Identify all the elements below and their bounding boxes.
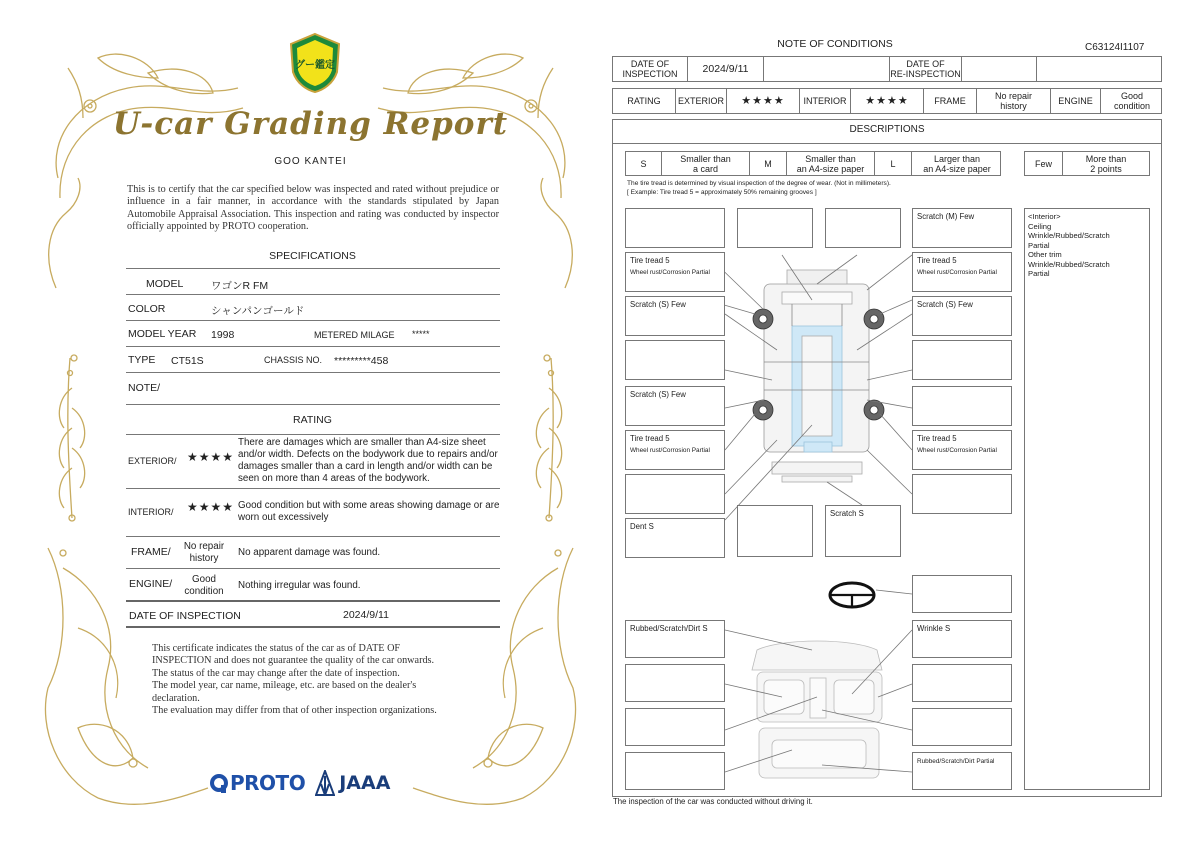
- engine-label: ENGINE/: [129, 578, 173, 590]
- damage-box-left-front-door: [625, 296, 725, 336]
- engine-label: ENGINE: [1051, 89, 1101, 113]
- model-value: ワゴンR FM: [211, 280, 269, 292]
- damage-box-front-left-tire: [625, 252, 725, 292]
- interior-stars: ★★★★: [851, 89, 924, 113]
- few-label: Few: [1025, 152, 1063, 175]
- damage-box-text: Rubbed/Scratch/Dirt Partial: [917, 758, 995, 765]
- badge-text: グー鑑定: [295, 60, 335, 71]
- certificate-title: U-car Grading Report: [112, 106, 509, 142]
- frame-value-line1: No repair: [183, 541, 225, 552]
- exterior-stars: ★★★★: [727, 89, 800, 113]
- interior-label: INTERIOR: [800, 89, 851, 113]
- engine-description: Nothing irregular was found.: [238, 580, 361, 591]
- date-of-inspection-value: 2024/9/11: [343, 609, 389, 621]
- date-label-line: INSPECTION: [622, 69, 678, 79]
- divider: [126, 320, 500, 321]
- interior-description: Good condition but with some areas showing damage or are worn out excessively: [238, 500, 500, 523]
- interior-note-line: Ceiling: [1028, 221, 1052, 231]
- inspection-footnote: The inspection of the car was conducted without driving it.: [613, 797, 813, 806]
- divider: [126, 626, 500, 628]
- tire-note: The tire tread is determined by visual inspection of the degree of wear. (Not in millimeters).: [627, 180, 891, 187]
- legend-text-line: Larger than: [933, 153, 981, 164]
- damage-box-text: Tire tread 5: [630, 434, 670, 443]
- car-top-view: [764, 270, 869, 482]
- few-text: [1063, 152, 1149, 175]
- damage-box-text: Scratch (S) Few: [917, 300, 973, 309]
- damage-box-interior-left: [625, 708, 725, 746]
- damage-box-text: Tire tread 5: [630, 256, 670, 265]
- damage-box-subtext: Wheel rust/Corrosion Partial: [917, 269, 997, 276]
- interior-note-line: Wrinkle/Rubbed/Scratch: [1028, 231, 1110, 240]
- conditions-title: NOTE OF CONDITIONS: [777, 38, 893, 50]
- model-year-value: 1998: [211, 329, 235, 341]
- specifications-heading: SPECIFICATIONS: [269, 250, 356, 262]
- divider: [126, 488, 500, 489]
- divider: [126, 568, 500, 569]
- exterior-label: EXTERIOR: [676, 89, 727, 113]
- damage-box-text: Scratch (M) Few: [917, 212, 975, 221]
- chassis-label: CHASSIS NO.: [264, 355, 323, 365]
- divider: [126, 268, 500, 269]
- proto-mark-icon: [210, 772, 228, 794]
- legend-text-line: a card: [692, 163, 718, 174]
- rating-row: [612, 88, 1162, 114]
- divider: [126, 346, 500, 347]
- damage-box-front-left: [625, 208, 725, 248]
- damage-box-text: Tire tread 5: [917, 256, 957, 265]
- frame-value-line: history: [1000, 101, 1027, 111]
- damage-box-text: Rubbed/Scratch/Dirt S: [630, 624, 708, 633]
- legend-text-s: [662, 152, 750, 175]
- damage-box-text: Tire tread 5: [917, 434, 957, 443]
- exterior-label: EXTERIOR/: [128, 456, 177, 466]
- reinspection-label-line: RE-INSPECTION: [890, 69, 961, 79]
- frame-value-line: No repair: [994, 91, 1032, 101]
- damage-box-interior-right-front: [912, 620, 1012, 658]
- color-value: シャンパンゴールド: [211, 305, 305, 317]
- divider: [126, 372, 500, 373]
- damage-box-interior-rear-left: [625, 752, 725, 790]
- damage-box-rear-left: [625, 474, 725, 514]
- certificate-disclaimer: [152, 643, 492, 717]
- damage-box-rear-left-tire: [625, 430, 725, 470]
- interior-note-line: Partial: [1028, 240, 1050, 250]
- date-row: [612, 56, 1162, 82]
- reinspection-value-cell: [962, 57, 1037, 81]
- damage-box-right-rear-door: [912, 386, 1012, 426]
- damage-box-rear-left-corner: [625, 518, 725, 558]
- certificate-intro: This is to certify that the car specified below was inspected and rated without prejudice or influence in a fair manner, in accordance with the standards stipulated by Japan Automobile Appraisal Association. This inspection and rating was conducted by inspector officially appointed by PROTO cooperation.: [127, 184, 499, 233]
- note-label: NOTE/: [128, 382, 161, 394]
- interior-note-line: Partial: [1028, 269, 1050, 278]
- few-legend: [1024, 151, 1150, 176]
- damage-box-rear-right: [912, 474, 1012, 514]
- date-blank-cell: [764, 57, 890, 81]
- divider: [126, 404, 500, 405]
- few-text-line: More than: [1085, 153, 1127, 164]
- metered-mileage-label: METERED MILAGE: [314, 330, 395, 340]
- damage-box-subtext: Wheel rust/Corrosion Partial: [917, 447, 997, 454]
- tire-example-note: [ Example: Tire tread 5 = approximately 50% remaining grooves ]: [627, 189, 817, 196]
- damage-box-text: Wrinkle S: [917, 624, 951, 633]
- proto-logo: [210, 771, 305, 795]
- damage-box-steering: [912, 575, 1012, 613]
- chassis-value: *********458: [334, 355, 389, 367]
- damage-box-left-rear-door: [625, 386, 725, 426]
- divider: [126, 294, 500, 295]
- few-text-line: 2 points: [1090, 163, 1122, 174]
- frame-value-line2: history: [189, 553, 219, 564]
- date-of-inspection-label: DATE OF INSPECTION: [129, 610, 241, 622]
- disclaimer-line: The evaluation may differ from that of other inspection organizations.: [152, 705, 437, 717]
- legend-code-s: S: [626, 152, 662, 175]
- metered-mileage-value: *****: [412, 329, 430, 339]
- grading-certificate: [38, 28, 583, 828]
- legend-text-line: Smaller than: [680, 153, 731, 164]
- damage-box-right-center: [912, 340, 1012, 380]
- organization-name: GOO KANTEI: [274, 156, 347, 167]
- damage-box-rear-center-left: [737, 505, 813, 557]
- rating-label: RATING: [613, 89, 676, 113]
- type-value: CT51S: [171, 355, 204, 367]
- engine-value-line1: Good: [192, 574, 216, 585]
- damage-box-subtext: Wheel rust/Corrosion Partial: [630, 269, 710, 276]
- divider: [126, 536, 500, 537]
- color-label: COLOR: [128, 303, 166, 315]
- damage-box-interior-right: [912, 708, 1012, 746]
- interior-stars: ★★★★: [187, 500, 235, 514]
- divider: [126, 434, 500, 435]
- frame-description: No apparent damage was found.: [238, 547, 381, 558]
- divider: [612, 143, 1162, 144]
- damage-box-text: Dent S: [630, 522, 654, 531]
- engine-value-line: Good: [1120, 91, 1144, 101]
- damage-box-text: Scratch S: [830, 509, 864, 518]
- legend-text-line: an A4-size paper: [796, 163, 865, 174]
- car-interior-view: [752, 641, 882, 778]
- damage-box-interior-left-seat: [625, 664, 725, 702]
- descriptions-heading: DESCRIPTIONS: [849, 124, 925, 135]
- interior-label: INTERIOR/: [128, 507, 174, 517]
- disclaimer-line: declaration.: [152, 692, 200, 704]
- exterior-stars: ★★★★: [187, 450, 235, 464]
- damage-box-interior-rear-right: [912, 752, 1012, 790]
- interior-note-line: Wrinkle/Rubbed/Scratch: [1028, 259, 1110, 269]
- jaaa-logo-text: JAAA: [339, 772, 391, 794]
- damage-box-rear-center-right: [825, 505, 901, 557]
- damage-box-front-center-left: [737, 208, 813, 248]
- rating-heading: RATING: [293, 414, 332, 426]
- legend-text-line: an A4-size paper: [923, 163, 991, 174]
- damage-box-left-center: [625, 340, 725, 380]
- date-label-line: DATE OF: [630, 59, 670, 69]
- legend-text-m: [787, 152, 875, 175]
- reinspection-label-cell: [890, 57, 962, 81]
- legend-text-line: Smaller than: [805, 153, 856, 164]
- disclaimer-line: INSPECTION and does not guarantee the quality of the car onwards.: [152, 655, 435, 667]
- jaaa-logo: [315, 770, 390, 796]
- reinspection-label-line: DATE OF: [906, 59, 945, 69]
- damage-box-subtext: Wheel rust/Corrosion Partial: [630, 447, 710, 454]
- interior-note-line: Other trim: [1028, 250, 1062, 259]
- jaaa-mark-icon: [315, 770, 335, 796]
- engine-value-line: condition: [1113, 101, 1151, 111]
- damage-box-text: Scratch (S) Few: [630, 300, 686, 309]
- engine-value: [1101, 89, 1163, 113]
- divider: [126, 600, 500, 602]
- frame-label: FRAME: [924, 89, 977, 113]
- model-label: MODEL: [146, 278, 184, 290]
- damage-box-front-center-right: [825, 208, 901, 248]
- reinspection-blank-cell: [1037, 57, 1163, 81]
- disclaimer-line: The status of the car may change after the date of inspection.: [152, 667, 400, 679]
- size-legend: [625, 151, 1001, 176]
- damage-box-interior-front: [625, 620, 725, 658]
- legend-code-l: L: [875, 152, 912, 175]
- interior-notes-panel: [1024, 208, 1150, 790]
- sponsor-logos: [210, 766, 390, 800]
- goo-kantei-badge: [287, 32, 343, 94]
- damage-box-rear-right-tire: [912, 430, 1012, 470]
- damage-box-front-right: [912, 208, 1012, 248]
- disclaimer-line: This certificate indicates the status of the car as of DATE OF: [152, 643, 401, 654]
- type-label: TYPE: [128, 354, 156, 366]
- model-year-label: MODEL YEAR: [128, 328, 197, 340]
- damage-box-text: Scratch (S) Few: [630, 390, 686, 399]
- damage-box-right-front-door: [912, 296, 1012, 336]
- exterior-description: There are damages which are smaller than A4-size sheet and/or width. Defects on the bodywork due to repairs and/or damages smaller than a card in length and/or width can be seen on more than 4 areas of the bodywork.: [238, 437, 498, 484]
- interior-note-line: <Interior>: [1028, 212, 1061, 221]
- date-label-cell: [613, 57, 688, 81]
- engine-value-line2: condition: [184, 586, 224, 597]
- legend-text-l: [912, 152, 1002, 175]
- proto-logo-text: PROTO: [230, 771, 306, 795]
- report-code: C63124I1107: [1085, 42, 1145, 53]
- damage-box-interior-right-seat: [912, 664, 1012, 702]
- frame-label: FRAME/: [131, 546, 171, 558]
- date-value: 2024/9/11: [688, 57, 764, 81]
- steering-wheel-icon: [830, 583, 874, 607]
- frame-value: [977, 89, 1051, 113]
- damage-box-front-right-tire: [912, 252, 1012, 292]
- disclaimer-line: The model year, car name, mileage, etc. are based on the dealer's: [152, 680, 417, 692]
- legend-code-m: M: [750, 152, 787, 175]
